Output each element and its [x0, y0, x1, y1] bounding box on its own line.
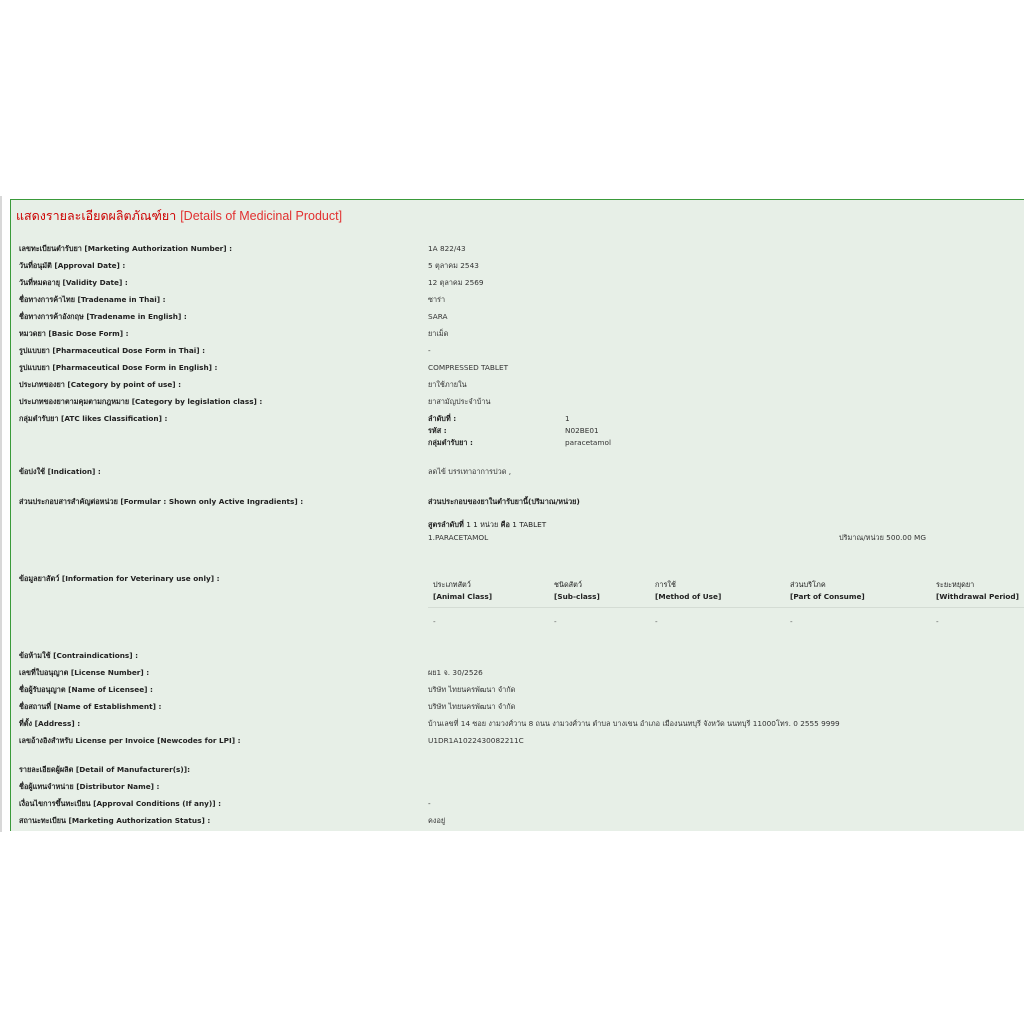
label-basic-dose-form: หมวดยา [Basic Dose Form] : — [19, 329, 129, 338]
value-marketing-authorization-number: 1A 822/43 — [428, 244, 466, 253]
value-basic-dose-form: ยาเม็ด — [428, 329, 449, 338]
vet-value-animal-class: - — [433, 617, 436, 626]
value-address: บ้านเลขที่ 14 ซอย งามวงศ์วาน 8 ถนน งามวงศ์วาน ตำบล บางเขน อำเภอ เมืองนนทบุรี จังหวัด นนทบุรี 11000โทร. 0 2555 9999 — [428, 719, 840, 728]
value-dose-form-thai: - — [428, 346, 431, 355]
label-authorization-status: สถานะทะเบียน [Marketing Authorization Status] : — [19, 816, 211, 825]
label-indication: ข้อบ่งใช้ [Indication] : — [19, 467, 101, 476]
label-distributor-name: ชื่อผู้แทนจำหน่าย [Distributor Name] : — [19, 782, 160, 791]
value-approval-conditions: - — [428, 799, 431, 808]
vet-col-animal-class-en: [Animal Class] — [433, 592, 493, 601]
page-title-thai: แสดงรายละเอียดผลิตภัณฑ์ยา — [16, 208, 177, 223]
label-atc-classification: กลุ่มตำรับยา [ATC likes Classification] : — [19, 414, 168, 423]
value-dose-form-english: COMPRESSED TABLET — [428, 363, 509, 372]
vet-col-part-of-consume-th: ส่วนบริโภค — [790, 580, 826, 589]
formula-heading: ส่วนประกอบของยาในตำรับยานี้(ปริมาณ/หน่วย) — [428, 497, 580, 506]
label-address: ที่ตั้ง [Address] : — [19, 719, 81, 728]
formula-recipe-line — [428, 520, 546, 531]
vet-col-sub-class — [554, 579, 600, 603]
value-approval-date: 5 ตุลาคม 2543 — [428, 261, 479, 270]
vet-col-method-of-use-th: การใช้ — [655, 580, 676, 589]
atc-code-value: N02BE01 — [565, 426, 599, 435]
vet-col-method-of-use-en: [Method of Use] — [655, 592, 722, 601]
vet-col-animal-class — [433, 579, 492, 603]
left-border-line — [0, 196, 2, 832]
vet-col-animal-class-th: ประเภทสัตว์ — [433, 580, 471, 589]
atc-code-label: รหัส : — [428, 426, 447, 435]
label-tradename-thai: ชื่อทางการค้าไทย [Tradename in Thai] : — [19, 295, 166, 304]
label-approval-conditions: เงื่อนไขการขึ้นทะเบียน [Approval Conditions (If any)] : — [19, 799, 222, 808]
vet-col-withdrawal-period-th: ระยะหยุดยา — [936, 580, 975, 589]
label-category-legislation: ประเภทของยาตามคุมตามกฎหมาย [Category by legislation class] : — [19, 397, 263, 406]
value-indication: ลดไข้ บรรเทาอาการปวด , — [428, 467, 512, 476]
vet-table-divider — [428, 607, 1024, 608]
atc-group-label: กลุ่มตำรับยา : — [428, 438, 473, 447]
vet-value-withdrawal-period: - — [936, 617, 939, 626]
formula-amount: ปริมาณ/หน่วย 500.00 MG — [839, 533, 926, 542]
value-tradename-english: SARA — [428, 312, 448, 321]
label-lpi-newcode: เลขอ้างอิงสำหรับ License per Invoice [Newcodes for LPI] : — [19, 736, 241, 745]
label-marketing-authorization-number: เลขทะเบียนตำรับยา [Marketing Authorization Number] : — [19, 244, 233, 253]
label-tradename-english: ชื่อทางการค้าอังกฤษ [Tradename in English] : — [19, 312, 187, 321]
value-lpi-newcode: U1DR1A1022430082211C — [428, 736, 524, 745]
label-contraindications: ข้อห้ามใช้ [Contraindications] : — [19, 651, 139, 660]
page-title — [16, 206, 342, 226]
atc-order-value: 1 — [565, 414, 570, 423]
label-manufacturer-detail: รายละเอียดผู้ผลิต [Detail of Manufacturer(s)]: — [19, 765, 190, 774]
label-category-point-of-use: ประเภทของยา [Category by point of use] : — [19, 380, 182, 389]
value-validity-date: 12 ตุลาคม 2569 — [428, 278, 484, 287]
formula-recipe-unit: 1 TABLET — [512, 520, 547, 529]
value-licensee: บริษัท ไทยนครพัฒนา จำกัด — [428, 685, 516, 694]
label-dose-form-english: รูปแบบยา [Pharmaceutical Dose Form in English] : — [19, 363, 218, 372]
formula-recipe-label: สูตรลำดับที่ — [428, 520, 464, 529]
value-authorization-status: คงอยู่ — [428, 816, 446, 825]
formula-recipe-is: คือ — [500, 520, 510, 529]
vet-col-sub-class-en: [Sub-class] — [554, 592, 600, 601]
page-title-english: [Details of Medicinal Product] — [180, 209, 343, 223]
value-tradename-thai: ซาร่า — [428, 295, 446, 304]
label-license-number: เลขที่ใบอนุญาต [License Number] : — [19, 668, 150, 677]
vet-value-sub-class: - — [554, 617, 557, 626]
formula-recipe-text: 1 1 หน่วย — [466, 520, 499, 529]
vet-col-sub-class-th: ชนิดสัตว์ — [554, 580, 582, 589]
vet-col-withdrawal-period — [936, 579, 1019, 603]
value-establishment: บริษัท ไทยนครพัฒนา จำกัด — [428, 702, 516, 711]
value-license-number: ผย1 จ. 30/2526 — [428, 668, 483, 677]
value-category-point-of-use: ยาใช้ภายใน — [428, 380, 467, 389]
formula-ingredient: 1.PARACETAMOL — [428, 533, 489, 542]
label-formular: ส่วนประกอบสารสำคัญต่อหน่วย [Formular : Shown only Active Ingradients] : — [19, 497, 304, 506]
value-category-legislation: ยาสามัญประจำบ้าน — [428, 397, 491, 406]
atc-group-value: paracetamol — [565, 438, 612, 447]
vet-col-withdrawal-period-en: [Withdrawal Period] — [936, 592, 1019, 601]
vet-col-part-of-consume — [790, 579, 865, 603]
product-details-panel — [10, 199, 1024, 831]
label-veterinary-info: ข้อมูลยาสัตว์ [Information for Veterinary use only] : — [19, 574, 220, 583]
label-licensee: ชื่อผู้รับอนุญาต [Name of Licensee] : — [19, 685, 153, 694]
atc-order-label: ลำดับที่ : — [428, 414, 457, 423]
vet-col-method-of-use — [655, 579, 721, 603]
vet-value-part-of-consume: - — [790, 617, 793, 626]
label-dose-form-thai: รูปแบบยา [Pharmaceutical Dose Form in Thai] : — [19, 346, 206, 355]
label-establishment: ชื่อสถานที่ [Name of Establishment] : — [19, 702, 162, 711]
vet-value-method-of-use: - — [655, 617, 658, 626]
vet-col-part-of-consume-en: [Part of Consume] — [790, 592, 865, 601]
label-validity-date: วันที่หมดอายุ [Validity Date] : — [19, 278, 128, 287]
label-approval-date: วันที่อนุมัติ [Approval Date] : — [19, 261, 126, 270]
